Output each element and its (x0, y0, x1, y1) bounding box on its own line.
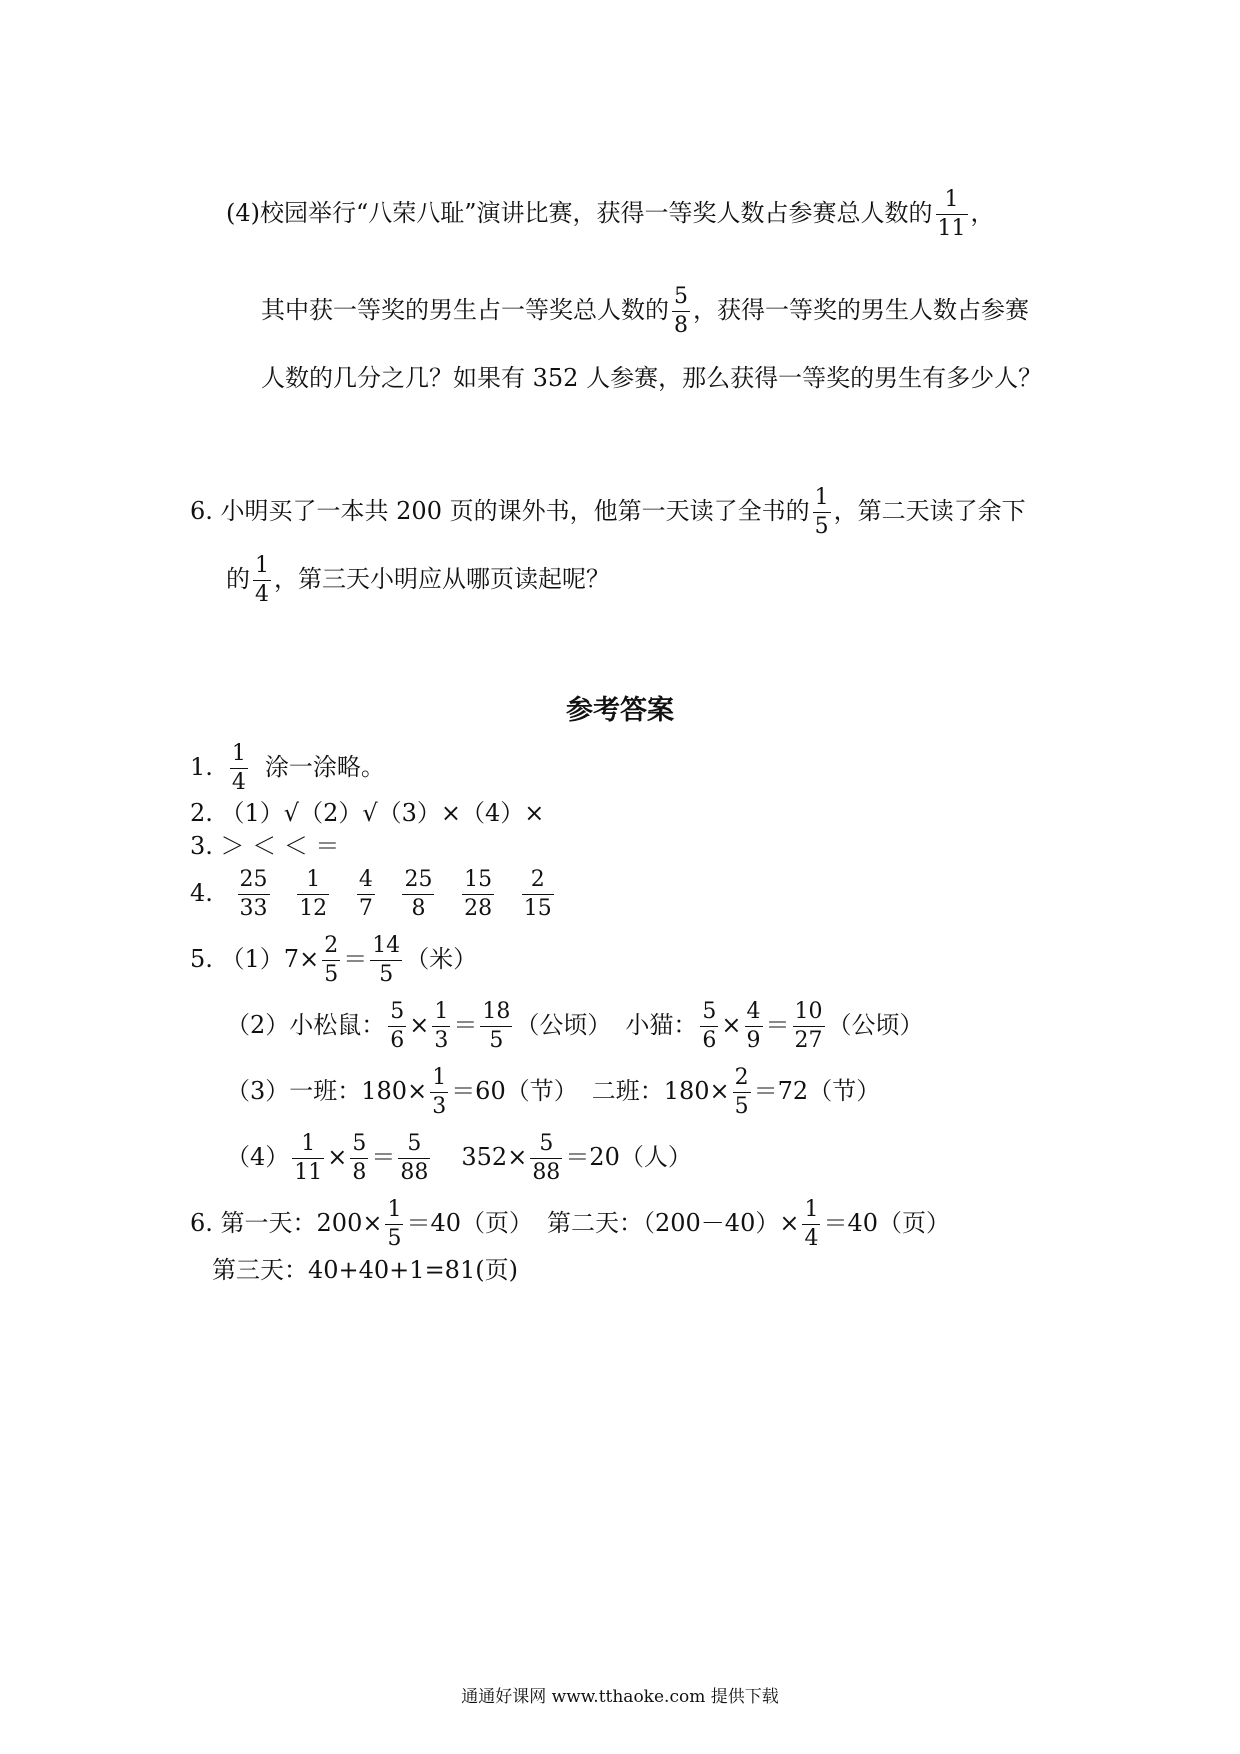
fraction: $\frac{1}{4}$ (231, 741, 246, 795)
fraction: $\frac{5}{88}$ (532, 1131, 561, 1185)
fraction: $\frac{5}{8}$ (352, 1131, 367, 1185)
fraction: $\frac{1}{11}$ (294, 1131, 323, 1185)
answer-5-2: （2）小松鼠： $\frac{5}{6}$ × $\frac{1}{3}$ ＝ $\frac{18}{5}$ （公顷） 小猫： $\frac{5}{6}$ × $\frac{4}{9}$ ＝ $\frac{10}{27}$ （公顷） (226, 999, 924, 1053)
fraction: $\frac{1}{5}$ (387, 1197, 402, 1251)
answer-3: 3. ＞ ＜ ＜ ＝ (190, 832, 340, 860)
answer-5-4: （4） $\frac{1}{11}$ × $\frac{5}{8}$ ＝ $\frac{5}{88}$ 352× $\frac{5}{88}$ ＝20（人） (226, 1131, 692, 1185)
problem4-text: (4)校园举行“八荣八耻”演讲比赛，获得一等奖人数占参赛总人数的 (226, 199, 933, 227)
answer-2: 2. （1）√（2）√（3）×（4）× (190, 799, 545, 827)
fraction: $\frac{1}{5}$ (814, 485, 829, 539)
problem6-line2: 的 $\frac{1}{4}$ ，第三天小明应从哪页读起呢？ (226, 553, 610, 607)
fraction: $\frac{4}{7}$ (358, 867, 373, 921)
fraction: $\frac{2}{15}$ (523, 867, 552, 921)
problem6-line1: 6. 小明买了一本共 200 页的课外书，他第一天读了全书的 $\frac{1}{5}$ ，第二天读了余下 (190, 485, 1026, 539)
problem4-line1: (4)校园举行“八荣八耻”演讲比赛，获得一等奖人数占参赛总人数的 $\frac{1}{11}$ ， (226, 187, 995, 241)
answer-4: 4. $\frac{25}{33}$ $\frac{1}{12}$ $\frac{4}{7}$ $\frac{25}{8}$ $\frac{15}{28}$ $\frac{2}{15}$ (190, 867, 552, 921)
answer-5-3: （3）一班：180× $\frac{1}{3}$ ＝60（节） 二班：180× $\frac{2}{5}$ ＝72（节） (226, 1065, 881, 1119)
fraction: $\frac{5}{88}$ (400, 1131, 429, 1185)
fraction: $\frac{4}{9}$ (746, 999, 761, 1053)
fraction: $\frac{5}{6}$ (702, 999, 717, 1053)
footer-credit: 通通好课网 www.tthaoke.com 提供下载 (461, 1687, 779, 1707)
fraction: $\frac{1}{3}$ (434, 999, 449, 1053)
fraction: $\frac{1}{11}$ (937, 187, 966, 241)
fraction: $\frac{1}{4}$ (255, 553, 269, 607)
fraction: $\frac{1}{4}$ (804, 1197, 819, 1251)
fraction: $\frac{14}{5}$ (372, 933, 401, 987)
fraction: $\frac{25}{33}$ (239, 867, 268, 921)
answers-title: 参考答案 (566, 695, 674, 726)
fraction: $\frac{1}{3}$ (432, 1065, 447, 1119)
answer-6-1: 6. 第一天：200× $\frac{1}{5}$ ＝40（页） 第二天：（200－40）× $\frac{1}{4}$ ＝40（页） (190, 1197, 951, 1251)
answer-1: 1. $\frac{1}{4}$ 涂一涂略。 (190, 741, 385, 795)
answer-6-2: 第三天：40+40+1=81(页) (212, 1256, 518, 1284)
problem4-line3: 人数的几分之几？如果有 352 人参赛，那么获得一等奖的男生有多少人？ (261, 364, 1043, 392)
problem4-line2: 其中获一等奖的男生占一等奖总人数的 $\frac{5}{8}$ ，获得一等奖的男生人数占参赛 (261, 284, 1029, 338)
fraction: $\frac{18}{5}$ (482, 999, 511, 1053)
fraction: $\frac{5}{8}$ (674, 284, 688, 338)
fraction: $\frac{15}{28}$ (464, 867, 493, 921)
fraction: $\frac{5}{6}$ (390, 999, 405, 1053)
fraction: $\frac{10}{27}$ (794, 999, 823, 1053)
fraction: $\frac{1}{12}$ (299, 867, 328, 921)
fraction: $\frac{2}{5}$ (324, 933, 339, 987)
fraction: $\frac{2}{5}$ (734, 1065, 749, 1119)
fraction: $\frac{25}{8}$ (404, 867, 433, 921)
answer-5-1: 5. （1）7× $\frac{2}{5}$ ＝ $\frac{14}{5}$ （米） (190, 933, 478, 987)
